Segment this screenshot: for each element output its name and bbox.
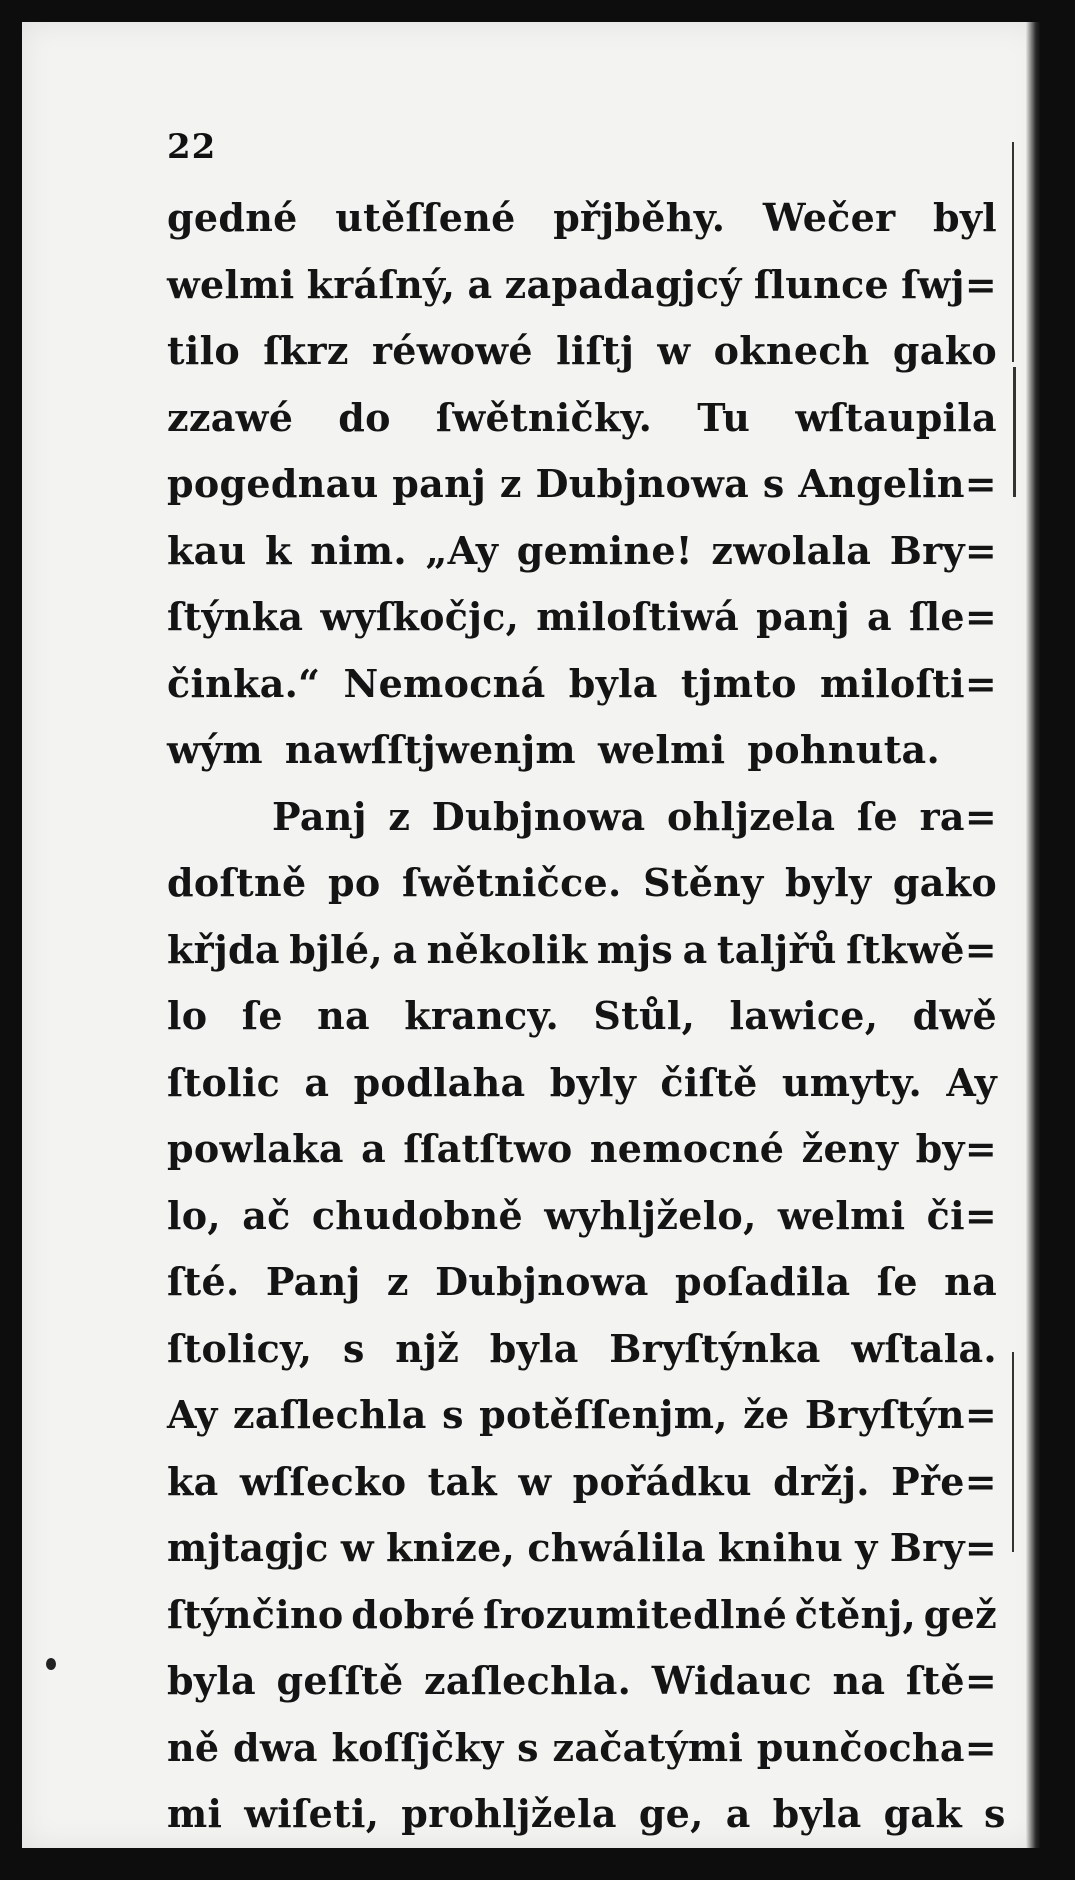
word: byly <box>785 860 872 905</box>
word: w <box>340 1525 374 1570</box>
text-line <box>167 385 997 452</box>
word: byla <box>489 1325 579 1371</box>
word: zaſlechla. <box>423 1658 632 1703</box>
word: welmi <box>597 727 726 772</box>
word: mjtagjc <box>167 1525 329 1570</box>
word: gak <box>883 1791 962 1836</box>
body-text <box>167 185 1006 1848</box>
word: wyſkočjc, <box>320 594 520 639</box>
text-line <box>167 717 997 784</box>
text-line <box>167 1050 997 1117</box>
word: Bryſtýn= <box>804 1392 997 1437</box>
word: poſadila <box>675 1259 851 1304</box>
word: njž <box>395 1325 460 1371</box>
word: Angelin= <box>798 461 997 506</box>
word: lo, <box>167 1192 221 1238</box>
word: wyhljželo, <box>544 1192 757 1238</box>
word: ſwětničce. <box>402 860 622 905</box>
word: ſe <box>856 793 899 839</box>
text-line <box>167 983 997 1050</box>
word: na <box>317 993 370 1038</box>
text-line <box>167 318 997 385</box>
word: dwa <box>233 1724 318 1770</box>
word: w <box>657 328 691 373</box>
word: ženy <box>801 1126 899 1171</box>
word: tak <box>427 1458 498 1504</box>
word: z <box>499 461 522 506</box>
word: Panj <box>265 1259 361 1304</box>
word: tilo <box>167 328 240 373</box>
word: držj. <box>773 1458 870 1504</box>
text-line <box>167 1715 997 1782</box>
word: doſtně <box>167 860 307 905</box>
word: mjs <box>596 926 674 972</box>
word: začatými <box>552 1724 744 1770</box>
word: punčocha= <box>756 1724 997 1770</box>
word: utěſſené <box>335 195 516 240</box>
text-line <box>167 1582 997 1649</box>
word: Wečer <box>762 195 896 240</box>
word: Widauc <box>651 1658 812 1703</box>
word: zaſlechla <box>233 1392 427 1437</box>
word: ſwj= <box>901 261 997 307</box>
word: ſe <box>876 1259 918 1304</box>
word: knihu <box>717 1525 844 1570</box>
word: Stěny <box>643 860 764 905</box>
word: liſtj <box>556 328 635 373</box>
word: byla <box>772 1791 862 1836</box>
word: Ay <box>946 1059 997 1105</box>
word: koſſjčky <box>331 1724 504 1770</box>
word: ſtýnka <box>167 594 304 639</box>
word: nemocné <box>589 1126 785 1171</box>
word: Nemocná <box>343 660 546 706</box>
text-line <box>167 518 997 585</box>
word: Stůl, <box>593 993 696 1038</box>
text-line <box>167 1382 997 1449</box>
word: Tu <box>697 394 751 440</box>
word: ſtolicy, <box>167 1325 313 1371</box>
word: Bryſtýnka <box>609 1325 821 1371</box>
word: panj <box>756 594 850 639</box>
word: ſtýnčino <box>167 1591 344 1637</box>
word: s <box>762 461 785 506</box>
word: umyty. <box>781 1059 923 1105</box>
text-line <box>167 451 997 518</box>
text-line <box>167 1648 997 1715</box>
word: chudobně <box>311 1192 523 1238</box>
word: zwolala <box>711 527 872 573</box>
word: Ay <box>167 1392 218 1437</box>
word: ſtkwě= <box>846 926 997 972</box>
margin-mark-middle <box>1013 367 1016 497</box>
word: gemine! <box>516 527 693 573</box>
word: réwowé <box>371 328 533 373</box>
book-page <box>22 22 1040 1848</box>
word: ſté. <box>167 1259 240 1304</box>
word: knize, <box>386 1525 516 1570</box>
text-line <box>167 1781 1006 1848</box>
text-line <box>167 850 997 917</box>
word: wým <box>167 727 263 772</box>
word: ſkrz <box>263 328 349 373</box>
margin-mark-lower <box>1012 1352 1014 1552</box>
word: čiſtě <box>660 1059 758 1105</box>
word: a <box>304 1059 330 1105</box>
word: taljřů <box>716 926 837 972</box>
word: že <box>743 1392 790 1437</box>
word: krancy. <box>404 993 560 1038</box>
text-line <box>167 1183 997 1250</box>
word: několik <box>426 926 588 972</box>
text-line <box>167 1316 997 1383</box>
word: Panj <box>272 793 367 839</box>
text-line <box>167 917 997 984</box>
word: Bry= <box>889 527 997 573</box>
word: miloſti= <box>819 660 997 706</box>
page-number: 22 <box>167 127 217 167</box>
word: činka.“ <box>167 660 321 706</box>
word: ſtě= <box>905 1658 997 1703</box>
word: ſrozumitedlné <box>483 1591 788 1637</box>
word: na <box>944 1259 997 1304</box>
word: welmi <box>167 261 295 307</box>
word: byla <box>167 1658 256 1703</box>
word: wiſeti, <box>244 1791 380 1836</box>
word: s <box>517 1724 539 1770</box>
word: s <box>983 1791 1006 1836</box>
word: welmi <box>777 1192 906 1238</box>
word: miloſtiwá <box>536 594 740 639</box>
word: ohljzela <box>666 793 836 839</box>
word: ſe <box>241 993 283 1038</box>
word: byla <box>568 660 658 706</box>
text-line <box>167 784 997 851</box>
text-line <box>167 1116 997 1183</box>
word: pořádku <box>572 1458 752 1504</box>
word: pohnuta. <box>747 727 941 772</box>
word: ſle= <box>908 594 997 639</box>
word: z <box>386 1259 409 1304</box>
word: ſlunce <box>753 261 889 307</box>
text-line <box>167 651 997 718</box>
word: chwálila <box>527 1525 706 1570</box>
word: zzawé <box>167 394 294 440</box>
word: lo <box>167 993 208 1038</box>
word: Bry= <box>889 1525 997 1570</box>
text-line <box>167 1249 997 1316</box>
page-gutter-shadow <box>1026 22 1040 1848</box>
word: bjlé, <box>289 926 383 972</box>
word: na <box>832 1658 886 1703</box>
word: „Ay <box>425 527 499 573</box>
word: ka <box>167 1458 219 1504</box>
word: gež <box>923 1591 997 1637</box>
word: křjda <box>167 926 280 972</box>
word: byly <box>549 1059 637 1105</box>
margin-mark-top <box>1012 142 1014 362</box>
text-line <box>167 1449 997 1516</box>
word: a <box>725 1791 751 1836</box>
word: Dubjnowa <box>431 793 646 839</box>
word: mi <box>167 1791 223 1836</box>
word: čtěnj, <box>794 1591 917 1637</box>
word: podlaha <box>353 1059 526 1105</box>
word: tjmto <box>680 660 797 706</box>
word: pogednau <box>167 461 379 506</box>
word: a <box>866 594 892 639</box>
word: w <box>518 1458 552 1504</box>
text-line <box>167 584 997 651</box>
word: gako <box>892 328 997 373</box>
word: zapadagjcý <box>504 261 742 307</box>
word: ſwětničky. <box>435 394 653 440</box>
word: ge, <box>638 1791 704 1836</box>
word: po <box>327 860 381 905</box>
word: s <box>442 1392 464 1437</box>
word: dwě <box>912 993 997 1038</box>
word: geſſtě <box>276 1658 404 1703</box>
word: Dubjnowa <box>435 1259 649 1304</box>
word: nawſſtjwenjm <box>284 727 576 772</box>
word: kau <box>167 527 247 573</box>
word: panj <box>392 461 487 506</box>
word: lawice, <box>729 993 879 1038</box>
word: ně <box>167 1724 220 1770</box>
word: ra= <box>919 793 997 839</box>
word: či= <box>926 1192 997 1238</box>
word: oknech <box>713 328 870 373</box>
word: gedné <box>167 195 298 240</box>
text-line <box>167 1515 997 1582</box>
word: wſtala. <box>851 1325 997 1371</box>
text-line <box>167 185 997 252</box>
word: kráſný, <box>306 261 456 307</box>
word: potěſſenjm, <box>479 1392 728 1437</box>
word: Dubjnowa <box>535 461 750 506</box>
text-line <box>167 252 997 319</box>
word: ſtolic <box>167 1059 281 1105</box>
word: prohljžela <box>401 1791 617 1836</box>
word: s <box>342 1325 365 1371</box>
word: do <box>338 394 391 440</box>
word: a <box>392 926 418 972</box>
word: wſtaupila <box>795 394 997 440</box>
word: y <box>855 1525 878 1570</box>
word: a <box>361 1126 386 1171</box>
word: gako <box>892 860 997 905</box>
word: dobré <box>351 1591 476 1637</box>
word: Pře= <box>891 1458 997 1504</box>
word: a <box>682 926 708 972</box>
ink-speck <box>46 1658 56 1670</box>
word: by= <box>915 1126 997 1171</box>
word: ač <box>242 1192 291 1238</box>
word: ſſatſtwo <box>403 1126 573 1171</box>
word: powlaka <box>167 1126 344 1171</box>
word: wſſecko <box>239 1458 407 1504</box>
word: z <box>388 793 411 839</box>
word: nim. <box>310 527 407 573</box>
word: k <box>265 527 292 573</box>
word: přjběhy. <box>553 195 726 240</box>
word: a <box>467 261 493 307</box>
word: byl <box>932 195 997 240</box>
